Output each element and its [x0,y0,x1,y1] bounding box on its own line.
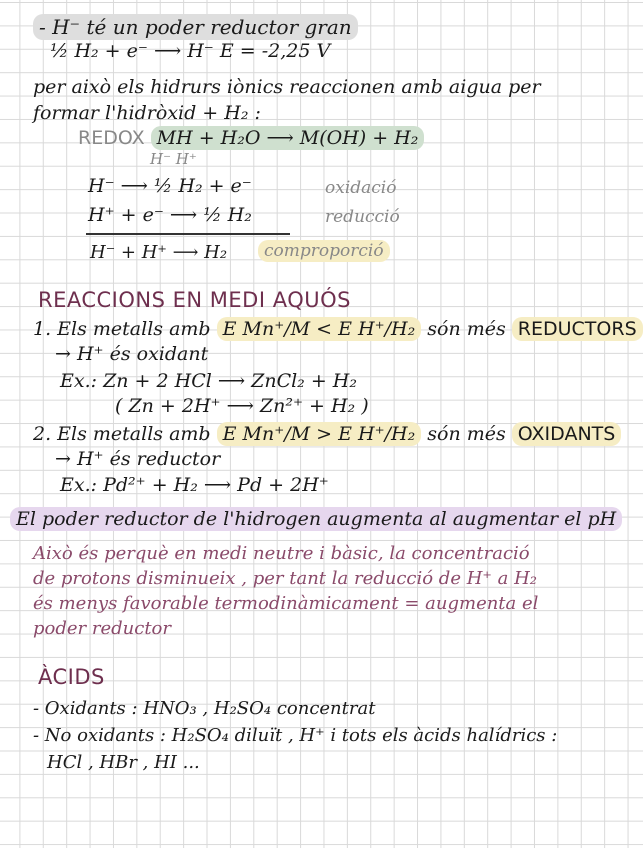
oxidation-label: oxidació [325,178,397,198]
banner-highlight: El poder reductor de l'hidrogen augmenta al augmentar el pH [10,507,622,531]
rule-1-keyword: REDUCTORS [512,317,643,341]
explanation-line-4: poder reductor [33,618,171,639]
note-line-3: per això els hidrurs iònics reaccionen amb aigua per [33,76,541,98]
rule-1-example: Ex.: Zn + 2 HCl ⟶ ZnCl₂ + H₂ [60,370,357,392]
note-line-4: formar l'hidròxid + H₂ : [33,102,261,124]
reduction-label: reducció [325,207,400,227]
half-reaction-equation: ½ H₂ + e⁻ ⟶ H⁻ E = -2,25 V [50,40,331,62]
redox-label: REDOX [78,127,145,149]
explanation-line-3: és menys favorable termodinàmicament = augmenta el [33,593,539,614]
acids-oxidants: - Oxidants : HNO₃ , H₂SO₄ concentrat [33,698,376,719]
rule-1-mid: són més [427,318,506,340]
explanation-line-2: de protons disminueix , per tant la reducció de H⁺ a H₂ [33,568,537,589]
banner-line [10,510,622,529]
rule-2-consequence: → H⁺ és reductor [55,448,221,470]
comproportion-label-wrap [258,243,390,260]
hydrohalic-acids-list: HCl , HBr , HI ... [47,752,200,773]
rule-1-text: 1. Els metalls amb [33,318,211,340]
rule-1-condition: E Mn⁺/M < E H⁺/H₂ [217,317,422,341]
rule-2-condition: E Mn⁺/M > E H⁺/H₂ [217,422,422,446]
redox-equation: MH + H₂O ⟶ M(OH) + H₂ [151,126,425,150]
sum-divider-line [86,233,290,235]
acids-non-oxidants: - No oxidants : H₂SO₄ diluït , H⁺ i tots els àcids halídrics : [33,725,558,746]
section-title-acids: ÀCIDS [38,665,105,689]
highlight-hydride-reducing: - H⁻ té un poder reductor gran [33,14,358,40]
redox-line [78,129,424,148]
rule-2-line [33,425,621,444]
rule-1-ionic-example: ( Zn + 2H⁺ ⟶ Zn²⁺ + H₂ ) [115,395,369,417]
reduction-equation: H⁺ + e⁻ ⟶ ½ H₂ [88,204,252,226]
section-title-aqueous: REACCIONS EN MEDI AQUÓS [38,288,351,312]
comproportion-label: comproporció [258,240,390,262]
rule-2-keyword: OXIDANTS [512,422,622,446]
note-line-1 [33,17,358,37]
rule-2-mid: són més [427,423,506,445]
rule-2-example: Ex.: Pd²⁺ + H₂ ⟶ Pd + 2H⁺ [60,474,329,496]
rule-2-text: 2. Els metalls amb [33,423,211,445]
ions-under-reaction: H⁻ H⁺ [150,150,197,168]
explanation-line-1: Això és perquè en medi neutre i bàsic, la concentració [33,543,530,564]
oxidation-equation: H⁻ ⟶ ½ H₂ + e⁻ [88,175,252,197]
comproportion-equation: H⁻ + H⁺ ⟶ H₂ [90,242,228,263]
rule-1-line [33,320,643,339]
rule-1-consequence: → H⁺ és oxidant [55,343,209,365]
